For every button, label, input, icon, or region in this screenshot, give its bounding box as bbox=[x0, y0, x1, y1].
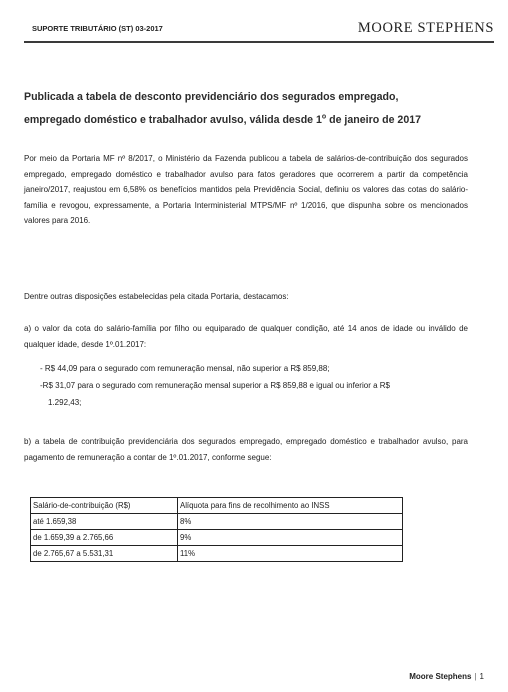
salario-familia-bracket-1: - R$ 44,09 para o segurado com remuneração mensal, não superior a R$ 859,88; bbox=[40, 364, 330, 373]
column-header-aliquota: Alíquota para fins de recolhimento ao INSS bbox=[178, 498, 403, 514]
document-series-label: SUPORTE TRIBUTÁRIO (ST) 03-2017 bbox=[32, 24, 163, 33]
brand-logo-text: MOORE STEPHENS bbox=[357, 20, 494, 36]
title-ordinal-superscript: o bbox=[321, 113, 327, 121]
document-title bbox=[24, 86, 494, 132]
table-cell-aliquota: 8% bbox=[178, 514, 403, 530]
footer-separator: | bbox=[474, 672, 477, 681]
table-header-row bbox=[31, 498, 403, 514]
intro-paragraph: Por meio da Portaria MF nº 8/2017, o Ministério da Fazenda publicou a tabela de salários-de-contribuição dos segurados empregado, empregado doméstico e trabalhador avulso para fatos geradores que ocorrerem a partir da competência janeiro/2017, reajustou em 6,58% os benefícios mantidos pela Previdência Social, definiu os valores das cotas do salário-família e revogou, expressamente, a Portaria Interministerial MTPS/MF nº 1/2016, que dispunha sobre os mencionados valores para 2016. bbox=[24, 154, 468, 225]
title-line-2-start: empregado doméstico e trabalhador avulso, válida desde 1 bbox=[24, 114, 322, 126]
salario-familia-bracket-2-continued: 1.292,43; bbox=[48, 398, 82, 407]
title-line-1: Publicada a tabela de desconto previdenciário dos segurados empregado, bbox=[24, 91, 399, 103]
page-footer bbox=[409, 672, 484, 681]
footer-brand: Moore Stephens bbox=[409, 672, 472, 681]
item-b-contribution-table-intro: b) a tabela de contribuição previdenciária dos segurados empregado, empregado doméstico e trabalhador avulso, para pagamento de remuneração a contar de 1º.01.2017, conforme segue: bbox=[24, 437, 468, 462]
table-row bbox=[31, 546, 403, 562]
table-cell-salario: até 1.659,38 bbox=[31, 514, 178, 530]
title-line-2-end: de janeiro de 2017 bbox=[326, 114, 421, 126]
salario-familia-bracket-2: -R$ 31,07 para o segurado com remuneração mensal superior a R$ 859,88 e igual ou inferior a R$ bbox=[40, 381, 390, 390]
column-header-salario: Salário-de-contribuição (R$) bbox=[31, 498, 178, 514]
highlights-intro: Dentre outras disposições estabelecidas pela citada Portaria, destacamos: bbox=[24, 292, 289, 301]
table-row bbox=[31, 514, 403, 530]
table-cell-aliquota: 11% bbox=[178, 546, 403, 562]
table-cell-aliquota: 9% bbox=[178, 530, 403, 546]
table-cell-salario: de 1.659,39 a 2.765,66 bbox=[31, 530, 178, 546]
contribution-table bbox=[30, 497, 403, 562]
table-row bbox=[31, 530, 403, 546]
table-cell-salario: de 2.765,67 a 5.531,31 bbox=[31, 546, 178, 562]
page-number: 1 bbox=[479, 672, 484, 681]
header-divider bbox=[24, 41, 494, 43]
item-a-salario-familia: a) o valor da cota do salário-família por filho ou equiparado de qualquer condição, até 14 anos de idade ou inválido de qualquer idade, desde 1º.01.2017: bbox=[24, 324, 468, 349]
